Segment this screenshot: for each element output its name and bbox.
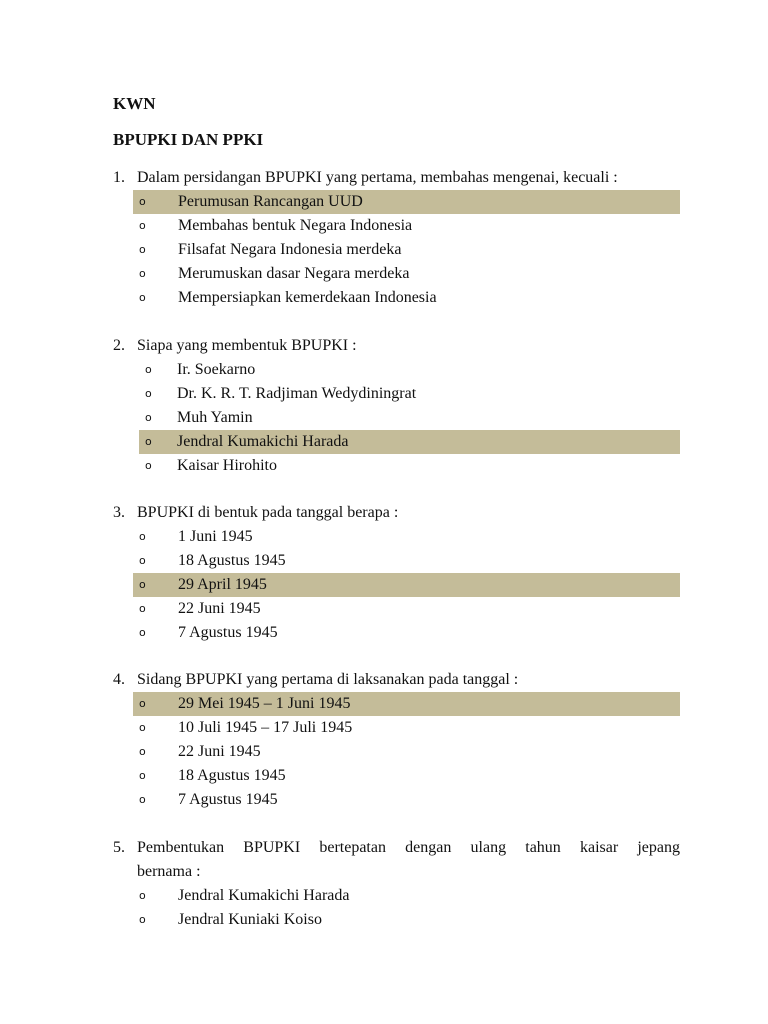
option-list xyxy=(113,190,680,310)
option: o Filsafat Negara Indonesia merdeka xyxy=(133,238,680,262)
bullet-circle-icon: o xyxy=(145,363,152,376)
bullet-circle-icon: o xyxy=(145,411,152,424)
document-subtitle: BPUPKI DAN PPKI xyxy=(113,130,264,149)
question-text: 5. Pembentukan BPUPKI bertepatan dengan ulang tahun kaisar jepang xyxy=(113,836,680,860)
bullet-circle-icon: o xyxy=(139,195,146,208)
bullet-circle-icon: o xyxy=(139,793,146,806)
option: o 7 Agustus 1945 xyxy=(133,788,680,812)
bullet-circle-icon: o xyxy=(139,578,146,591)
question-5 xyxy=(113,836,680,932)
question-text: 3. BPUPKI di bentuk pada tanggal berapa : xyxy=(113,501,680,525)
bullet-circle-icon: o xyxy=(139,267,146,280)
bullet-circle-icon: o xyxy=(145,459,152,472)
option: o Jendral Kumakichi Harada xyxy=(133,884,680,908)
question-text: 4. Sidang BPUPKI yang pertama di laksanakan pada tanggal : xyxy=(113,668,680,692)
option: o 18 Agustus 1945 xyxy=(133,764,680,788)
option-list xyxy=(113,525,680,645)
bullet-circle-icon: o xyxy=(145,435,152,448)
bullet-circle-icon: o xyxy=(139,554,146,567)
question-number: 3. xyxy=(113,504,125,521)
bullet-circle-icon: o xyxy=(139,697,146,710)
bullet-circle-icon: o xyxy=(139,530,146,543)
bullet-circle-icon: o xyxy=(139,243,146,256)
bullet-circle-icon: o xyxy=(139,745,146,758)
option: o Membahas bentuk Negara Indonesia xyxy=(133,214,680,238)
bullet-circle-icon: o xyxy=(139,889,146,902)
question-text: 2. Siapa yang membentuk BPUPKI : xyxy=(113,334,680,358)
option: o Ir. Soekarno xyxy=(139,358,680,382)
bullet-circle-icon: o xyxy=(139,913,146,926)
bullet-circle-icon: o xyxy=(139,721,146,734)
question-number: 4. xyxy=(113,671,125,688)
question-3 xyxy=(113,501,680,645)
bullet-circle-icon: o xyxy=(139,291,146,304)
option: o Muh Yamin xyxy=(139,406,680,430)
option: o Merumuskan dasar Negara merdeka xyxy=(133,262,680,286)
option: o 22 Juni 1945 xyxy=(133,597,680,621)
bullet-circle-icon: o xyxy=(139,219,146,232)
option-highlighted: o 29 April 1945 xyxy=(133,573,680,597)
option-list xyxy=(113,884,680,932)
question-number: 2. xyxy=(113,337,125,354)
option: o 10 Juli 1945 – 17 Juli 1945 xyxy=(133,716,680,740)
question-number: 1. xyxy=(113,169,125,186)
option: o 7 Agustus 1945 xyxy=(133,621,680,645)
bullet-circle-icon: o xyxy=(139,769,146,782)
bullet-circle-icon: o xyxy=(139,602,146,615)
option: o Dr. K. R. T. Radjiman Wedydiningrat xyxy=(139,382,680,406)
option: o 18 Agustus 1945 xyxy=(133,549,680,573)
question-text: 1. Dalam persidangan BPUPKI yang pertama, membahas mengenai, kecuali : xyxy=(113,166,680,190)
bullet-circle-icon: o xyxy=(139,626,146,639)
option-highlighted: o 29 Mei 1945 – 1 Juni 1945 xyxy=(133,692,680,716)
question-1 xyxy=(113,166,680,310)
option-highlighted: o Perumusan Rancangan UUD xyxy=(133,190,680,214)
option-highlighted: o Jendral Kumakichi Harada xyxy=(139,430,680,454)
question-text-continued: bernama : xyxy=(137,863,201,880)
option-list xyxy=(113,358,680,478)
option: o 22 Juni 1945 xyxy=(133,740,680,764)
option: o 1 Juni 1945 xyxy=(133,525,680,549)
option: o Kaisar Hirohito xyxy=(139,454,680,478)
question-number: 5. xyxy=(113,839,125,856)
option: o Mempersiapkan kemerdekaan Indonesia xyxy=(133,286,680,310)
option-list xyxy=(113,692,680,812)
option: o Jendral Kuniaki Koiso xyxy=(133,908,680,932)
question-4 xyxy=(113,668,680,812)
question-2 xyxy=(113,334,680,478)
bullet-circle-icon: o xyxy=(145,387,152,400)
document-title: KWN xyxy=(113,94,156,113)
